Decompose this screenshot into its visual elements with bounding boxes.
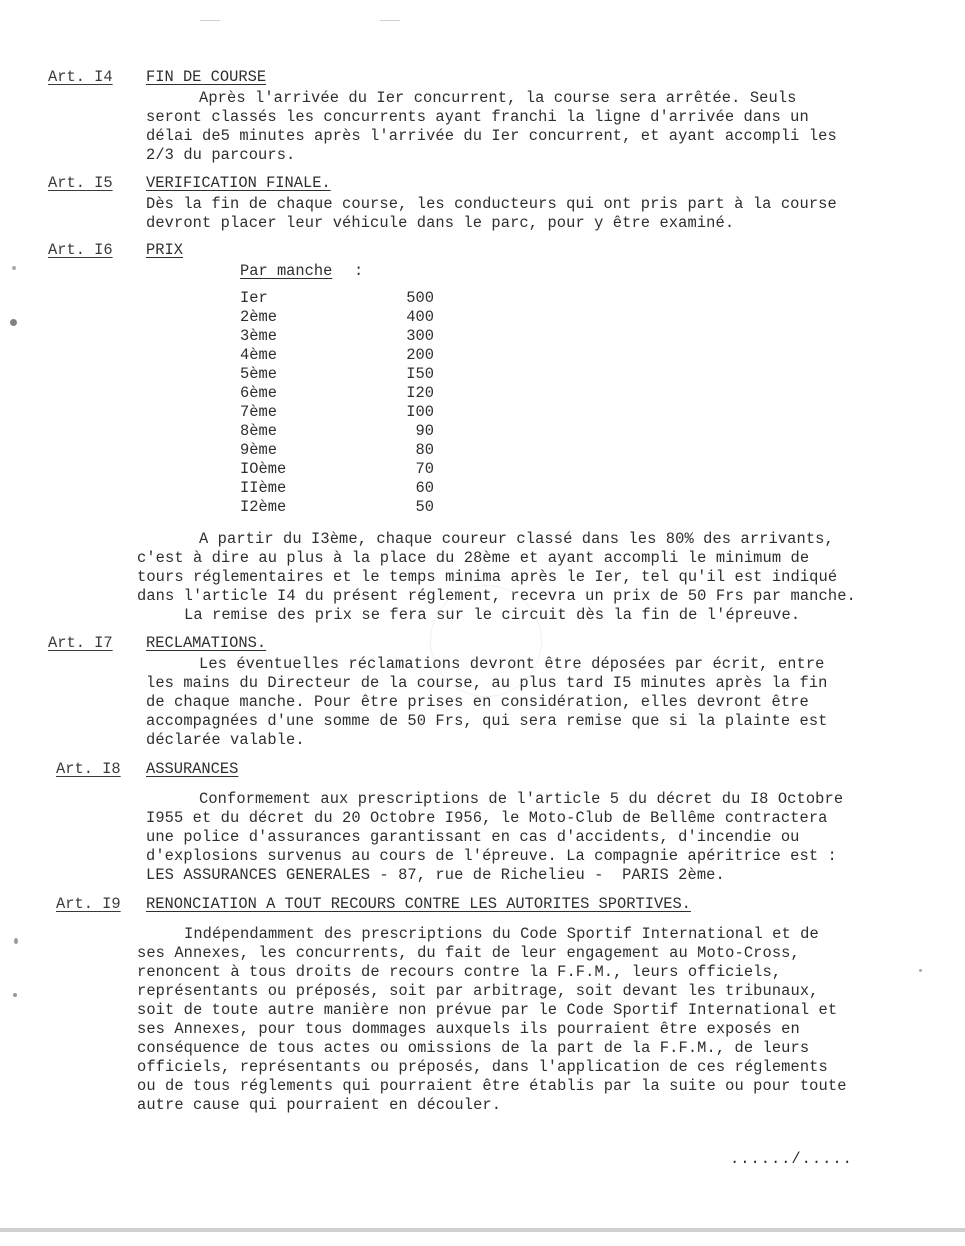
prize-amount: 60	[415, 479, 434, 497]
article-19-line: ses Annexes, les concurrents, du fait de leur engagement au Moto-Cross,	[137, 944, 800, 962]
prize-rank: 8ème	[240, 422, 277, 440]
prize-rank: I2ème	[240, 498, 287, 516]
article-17-label: Art. I7	[48, 634, 113, 652]
prize-amount: 90	[415, 422, 434, 440]
article-17-line: les mains du Directeur de la course, au plus tard I5 minutes après la fin	[146, 674, 828, 692]
article-19-line: soit de toute autre manière non prévue par le Code Sportif International et	[137, 1001, 838, 1019]
article-16-line: c'est à dire au plus à la place du 28ème et ayant accompli le minimum de	[137, 549, 810, 567]
article-15-line: devront placer leur véhicule dans le parc, pour y être examiné.	[146, 214, 735, 232]
scan-speck	[13, 993, 17, 997]
article-17-title: RECLAMATIONS.	[146, 634, 267, 652]
scan-mark	[380, 20, 400, 21]
article-19-line: renoncent à tous droits de recours contre la F.F.M., leurs officiels,	[137, 963, 782, 981]
prize-rank: 5ème	[240, 365, 277, 383]
prize-amount: 500	[406, 289, 434, 307]
article-18-line: I955 et du décret du 20 Octobre I956, le Moto-Club de Bellême contractera	[146, 809, 828, 827]
article-18-label: Art. I8	[56, 760, 121, 778]
article-17-line: Les éventuelles réclamations devront être déposées par écrit, entre	[199, 655, 825, 673]
article-19-line: représentants ou préposés, soit par arbitrage, soit devant les tribunaux,	[137, 982, 819, 1000]
prize-amount: 300	[406, 327, 434, 345]
article-16-title: PRIX	[146, 241, 183, 259]
article-14-line: délai de5 minutes après l'arrivée du Ier concurrent, et ayant accompli les	[146, 127, 837, 145]
article-14-title: FIN DE COURSE	[146, 68, 267, 86]
article-14-line: seront classés les concurrents ayant franchi la ligne d'arrivée dans un	[146, 108, 809, 126]
article-16-line: La remise des prix se fera sur le circuit dès la fin de l'épreuve.	[184, 606, 801, 624]
prize-rank: 4ème	[240, 346, 277, 364]
prize-rank: 7ème	[240, 403, 277, 421]
article-16-label: Art. I6	[48, 241, 113, 259]
article-18-line: Conformement aux prescriptions de l'article 5 du décret du I8 Octobre	[199, 790, 844, 808]
scan-speck	[919, 969, 922, 972]
article-18-line: d'explosions survenus au cours de l'épreuve. La compagnie apéritrice est :	[146, 847, 837, 865]
article-16-line: A partir du I3ème, chaque coureur classé dans les 80% des arrivants,	[199, 530, 834, 548]
prize-rank: IOème	[240, 460, 287, 478]
article-19-line: Indépendamment des prescriptions du Code Sportif International et de	[184, 925, 819, 943]
article-19-label: Art. I9	[56, 895, 121, 913]
prize-amount: 200	[406, 346, 434, 364]
article-19-title: RENONCIATION A TOUT RECOURS CONTRE LES AUTORITES SPORTIVES.	[146, 895, 691, 913]
article-15-line: Dès la fin de chaque course, les conducteurs qui ont pris part à la course	[146, 195, 837, 213]
article-15-label: Art. I5	[48, 174, 113, 192]
article-19-line: conséquence de tous actes ou omissions de la part de la F.F.M., de leurs	[137, 1039, 810, 1057]
prize-amount: 70	[415, 460, 434, 478]
page-bottom-edge	[0, 1228, 965, 1232]
prize-rank: IIème	[240, 479, 287, 497]
article-18-title: ASSURANCES	[146, 760, 239, 778]
prize-amount: 400	[406, 308, 434, 326]
prize-amount: I00	[406, 403, 434, 421]
article-16-line: tours réglementaires et le temps minima après le Ier, tel qu'il est indiqué	[137, 568, 838, 586]
article-19-line: ou de tous réglements qui pourraient être établis par la suite ou pour toute	[137, 1077, 847, 1095]
article-15-title: VERIFICATION FINALE.	[146, 174, 331, 192]
article-19-line: officiels, représentants ou préposés, dans l'application de ces réglements	[137, 1058, 828, 1076]
scan-speck	[14, 938, 18, 944]
prize-rank: Ier	[240, 289, 268, 307]
article-17-line: de chaque manche. Pour être prises en considération, elles devront être	[146, 693, 809, 711]
prize-amount: 50	[415, 498, 434, 516]
prize-rank: 9ème	[240, 441, 277, 459]
article-17-line: accompagnées d'une somme de 50 Frs, qui sera remise que si la plainte est	[146, 712, 828, 730]
prize-subheading: Par manche	[240, 262, 333, 280]
scan-speck	[12, 266, 16, 270]
prize-amount: I50	[406, 365, 434, 383]
article-16-line: dans l'article I4 du présent réglement, recevra un prix de 50 Frs par manche.	[137, 587, 856, 605]
article-14-label: Art. I4	[48, 68, 113, 86]
article-18-line: une police d'assurances garantissant en cas d'accidents, d'incendie ou	[146, 828, 800, 846]
prize-amount: I20	[406, 384, 434, 402]
continuation-marker: ....../.....	[730, 1150, 853, 1168]
prize-rank: 3ème	[240, 327, 277, 345]
scan-mark	[200, 20, 220, 21]
article-19-line: ses Annexes, pour tous dommages auxquels ils pourraient être exposés en	[137, 1020, 800, 1038]
prize-rank: 6ème	[240, 384, 277, 402]
article-14-line: Après l'arrivée du Ier concurrent, la course sera arrêtée. Seuls	[199, 89, 797, 107]
prize-amount: 80	[415, 441, 434, 459]
faint-stamp-mark	[430, 585, 542, 697]
article-14-line: 2/3 du parcours.	[146, 146, 296, 164]
article-19-line: autre cause qui pourraient en découler.	[137, 1096, 502, 1114]
article-17-line: déclarée valable.	[146, 731, 305, 749]
prize-rank: 2ème	[240, 308, 277, 326]
article-18-line: LES ASSURANCES GENERALES - 87, rue de Richelieu - PARIS 2ème.	[146, 866, 725, 884]
prize-subheading-colon: :	[354, 262, 364, 280]
scan-speck	[10, 319, 17, 326]
